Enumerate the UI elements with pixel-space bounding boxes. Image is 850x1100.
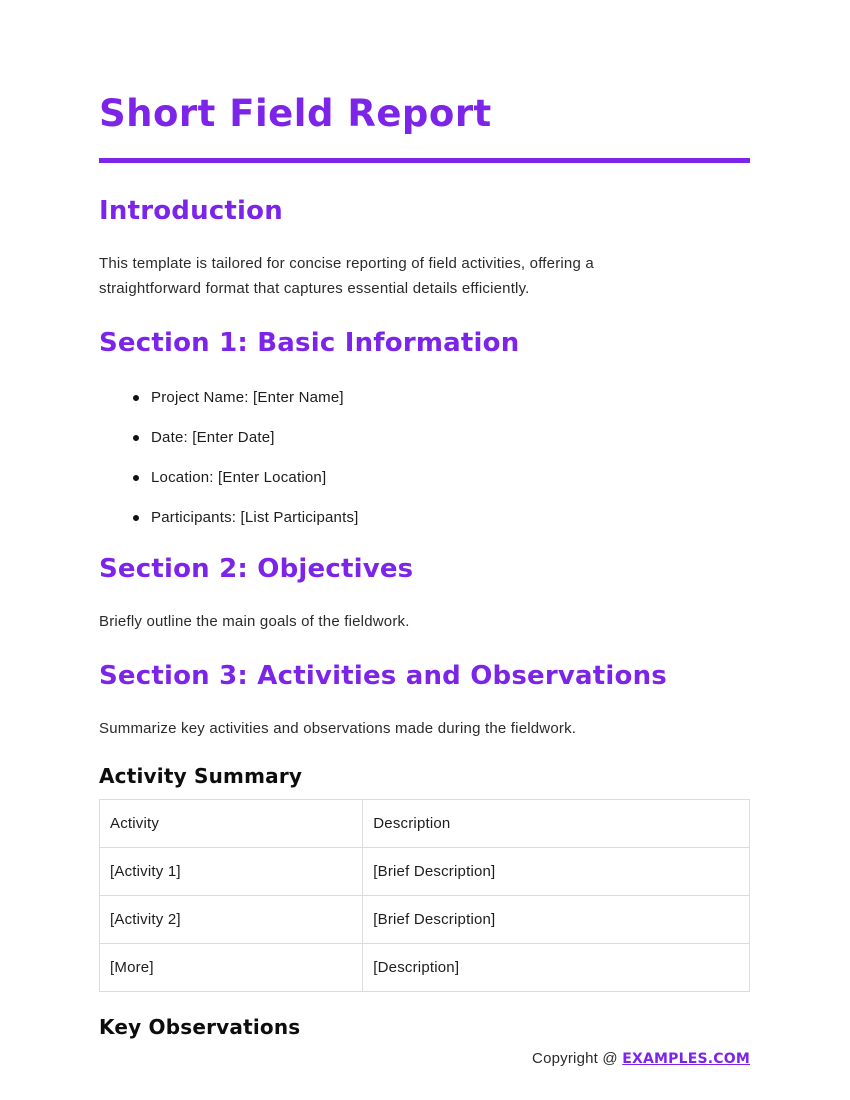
column-header-description: Description — [363, 800, 750, 848]
title-divider — [99, 158, 750, 163]
section3-heading: Section 3: Activities and Observations — [99, 661, 667, 691]
list-item-date: Date: [Enter Date] — [133, 428, 750, 447]
introduction-paragraph: This template is tailored for concise reporting of field activities, offering a straightforward format that captures essential details efficiently. — [99, 255, 594, 297]
section2-heading: Section 2: Objectives — [99, 554, 414, 584]
table-row — [100, 944, 750, 992]
table-row — [100, 848, 750, 896]
activity-summary-table — [99, 799, 750, 992]
footer — [532, 1050, 750, 1067]
basic-information-list — [99, 388, 750, 527]
page-title: Short Field Report — [99, 92, 492, 135]
table-header-row — [100, 800, 750, 848]
cell-description-1: [Brief Description] — [363, 848, 750, 896]
section2-paragraph: Briefly outline the main goals of the fieldwork. — [99, 613, 410, 630]
list-item-location: Location: [Enter Location] — [133, 468, 750, 487]
section3-paragraph: Summarize key activities and observations made during the fieldwork. — [99, 720, 577, 737]
introduction-heading: Introduction — [99, 196, 283, 226]
copyright-text: Copyright @ — [532, 1050, 623, 1067]
cell-activity-1: [Activity 1] — [100, 848, 363, 896]
activity-summary-heading: Activity Summary — [99, 764, 303, 788]
examples-com-link[interactable]: EXAMPLES.COM — [622, 1051, 750, 1067]
key-observations-heading: Key Observations — [99, 1015, 301, 1039]
table-row — [100, 896, 750, 944]
cell-activity-2: [Activity 2] — [100, 896, 363, 944]
list-item-project-name: Project Name: [Enter Name] — [133, 388, 750, 407]
list-item-participants: Participants: [List Participants] — [133, 508, 750, 527]
cell-description-3: [Description] — [363, 944, 750, 992]
cell-description-2: [Brief Description] — [363, 896, 750, 944]
column-header-activity: Activity — [100, 800, 363, 848]
section1-heading: Section 1: Basic Information — [99, 328, 520, 358]
cell-activity-3: [More] — [100, 944, 363, 992]
